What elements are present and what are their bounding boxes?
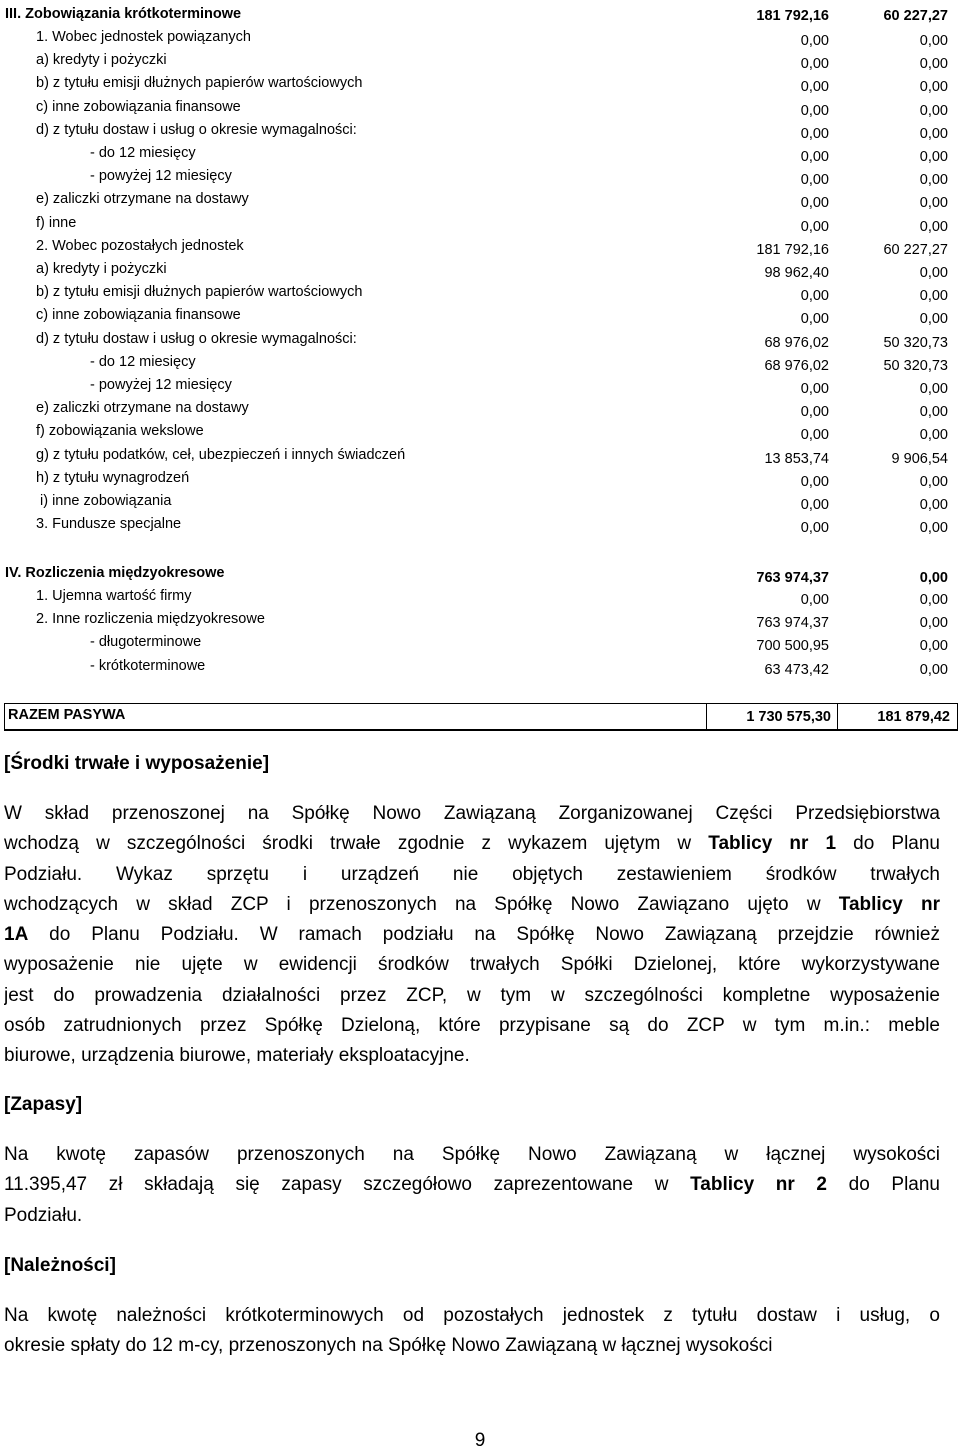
row-value-previous: 0,00 xyxy=(919,615,948,632)
paragraph-line: Podziału. Wykaz sprzętu i urządzeń nie objętych zestawieniem środków trwałych xyxy=(4,863,940,885)
table-row xyxy=(0,281,960,304)
row-label: a) kredyty i pożyczki xyxy=(36,52,167,69)
row-value-previous: 0,00 xyxy=(919,102,948,119)
row-label: g) z tytułu podatków, ceł, ubezpieczeń i innych świadczeń xyxy=(36,446,406,463)
row-label: b) z tytułu emisji dłużnych papierów wartościowych xyxy=(36,75,363,92)
row-value-previous: 0,00 xyxy=(919,404,948,421)
total-bottom-border xyxy=(4,729,958,731)
row-label: 3. Fundusze specjalne xyxy=(36,516,182,533)
row-value-current: 68 976,02 xyxy=(764,334,829,351)
row-label: c) inne zobowiązania finansowe xyxy=(36,307,241,324)
row-value-previous: 0,00 xyxy=(919,33,948,49)
row-value-current: 98 962,40 xyxy=(764,265,829,281)
row-value-previous: 0,00 xyxy=(919,56,948,73)
row-value-previous: 0,00 xyxy=(919,473,948,490)
row-value-current: 0,00 xyxy=(800,79,829,96)
paragraph-line: wyposażenie nie ujęte w ewidencji środków trwałych Spółki Dzielonej, które wykorzystywane xyxy=(4,954,940,976)
table-row xyxy=(0,585,960,608)
row-value-previous: 0,00 xyxy=(919,497,948,513)
row-value-previous: 9 906,54 xyxy=(891,450,948,467)
row-value-previous: 0,00 xyxy=(919,520,948,537)
total-label: RAZEM PASYWA xyxy=(8,707,126,723)
table-row xyxy=(0,631,960,654)
row-label: 2. Inne rozliczenia międzyokresowe xyxy=(36,611,265,628)
row-value-current: 0,00 xyxy=(800,218,829,235)
row-value-previous: 0,00 xyxy=(919,149,948,165)
table-row xyxy=(0,467,960,490)
row-value-current: 0,00 xyxy=(800,125,829,142)
zapasy-paragraph xyxy=(4,1140,940,1231)
total-value-current: 1 730 575,30 xyxy=(746,709,831,725)
row-value-current: 0,00 xyxy=(800,102,829,119)
table-row xyxy=(0,26,960,49)
paragraph-line: Na kwotę zapasów przenoszonych na Spółkę Nowo Zawiązaną w łącznej wysokości xyxy=(4,1144,940,1165)
row-value-current: 0,00 xyxy=(800,427,829,444)
row-label: - krótkoterminowe xyxy=(90,657,206,674)
section-3-title: III. Zobowiązania krótkoterminowe xyxy=(5,6,242,22)
table-row xyxy=(0,420,960,443)
row-value-current: 0,00 xyxy=(800,288,829,305)
paragraph-line: Na kwotę należności krótkoterminowych od pozostałych jednostek z tytułu dostaw i usług, o xyxy=(4,1305,940,1326)
row-value-current: 0,00 xyxy=(800,497,829,513)
paragraph-line: wchodzących w skład ZCP i przenoszonych na Spółkę Nowo Zawiązano ujęto w Tablicy nr xyxy=(4,893,940,915)
section-4-value-current: 763 974,37 xyxy=(756,570,829,586)
naleznosci-heading: [Należności] xyxy=(4,1255,116,1276)
row-value-current: 700 500,95 xyxy=(756,638,829,655)
table-row xyxy=(0,655,960,678)
section-4-header xyxy=(0,562,960,585)
table-row xyxy=(0,72,960,95)
row-value-current: 0,00 xyxy=(800,172,829,189)
section-3-value-current: 181 792,16 xyxy=(756,8,829,24)
row-value-previous: 0,00 xyxy=(919,125,948,142)
row-label: f) zobowiązania wekslowe xyxy=(36,423,204,440)
row-value-current: 13 853,74 xyxy=(764,450,829,467)
row-value-current: 763 974,37 xyxy=(756,615,829,632)
row-value-previous: 0,00 xyxy=(919,381,948,397)
row-value-current: 0,00 xyxy=(800,592,829,608)
paragraph-line: biurowe, urządzenia biurowe, materiały eksploatacyjne. xyxy=(4,1045,470,1067)
table-row xyxy=(0,513,960,536)
row-value-current: 0,00 xyxy=(800,311,829,328)
row-label: c) inne zobowiązania finansowe xyxy=(36,98,241,115)
row-label: a) kredyty i pożyczki xyxy=(36,261,167,277)
table-row xyxy=(0,397,960,420)
row-value-current: 68 976,02 xyxy=(764,357,829,374)
row-value-previous: 0,00 xyxy=(919,288,948,305)
paragraph-line: jest do prowadzenia działalności przez ZCP, w tym w szczególności kompletne wyposażenie xyxy=(4,984,940,1006)
row-label: e) zaliczki otrzymane na dostawy xyxy=(36,191,249,208)
paragraph-line: 11.395,47 zł składają się zapasy szczegółowo zaprezentowane w Tablicy nr 2 do Planu xyxy=(4,1174,940,1196)
srodki-paragraph xyxy=(4,799,940,1072)
row-label: - do 12 miesięcy xyxy=(90,353,196,370)
table-row xyxy=(0,490,960,513)
row-label: d) z tytułu dostaw i usług o okresie wymagalności: xyxy=(36,330,357,347)
row-value-current: 0,00 xyxy=(800,473,829,490)
row-label: - powyżej 12 miesięcy xyxy=(90,168,232,185)
row-value-current: 0,00 xyxy=(800,149,829,165)
row-value-current: 0,00 xyxy=(800,195,829,212)
table-row xyxy=(0,235,960,258)
row-value-current: 0,00 xyxy=(800,56,829,73)
row-label: e) zaliczki otrzymane na dostawy xyxy=(36,400,249,417)
table-row xyxy=(0,258,960,281)
table-row xyxy=(0,142,960,165)
row-value-previous: 0,00 xyxy=(919,265,948,281)
row-value-previous: 50 320,73 xyxy=(883,357,948,374)
row-value-previous: 0,00 xyxy=(919,172,948,189)
row-value-previous: 0,00 xyxy=(919,592,948,608)
srodki-heading: [Środki trwałe i wyposażenie] xyxy=(4,753,270,774)
table-row xyxy=(0,374,960,397)
page-number: 9 xyxy=(474,1430,486,1451)
row-label: 1. Wobec jednostek powiązanych xyxy=(36,29,251,45)
paragraph-line: wchodzą w szczególności środki trwałe zgodnie z wykazem ujętym w Tablicy nr 1 do Planu xyxy=(4,833,940,855)
table-row xyxy=(0,608,960,631)
row-label: b) z tytułu emisji dłużnych papierów wartościowych xyxy=(36,284,363,301)
paragraph-line: osób zatrudnionych przez Spółkę Dzieloną, które przypisane są do ZCP w tym m.in.: meble xyxy=(4,1015,940,1037)
row-value-previous: 0,00 xyxy=(919,638,948,655)
row-value-previous: 0,00 xyxy=(919,79,948,96)
section-4-title: IV. Rozliczenia międzyokresowe xyxy=(5,565,225,581)
table-row xyxy=(0,165,960,188)
total-row xyxy=(4,703,958,729)
row-label: h) z tytułu wynagrodzeń xyxy=(36,469,190,486)
table-row xyxy=(0,351,960,374)
paragraph-line: okresie spłaty do 12 m-cy, przenoszonych na Spółkę Nowo Zawiązaną w łącznej wysokości xyxy=(4,1335,773,1357)
naleznosci-paragraph xyxy=(4,1301,940,1362)
row-label: - powyżej 12 miesięcy xyxy=(90,377,232,393)
row-value-current: 0,00 xyxy=(800,520,829,537)
paragraph-line: 1A do Planu Podziału. W ramach podziału na Spółkę Nowo Zawiązaną przejdzie również xyxy=(4,924,940,946)
paragraph-line: Podziału. xyxy=(4,1204,83,1226)
row-value-current: 181 792,16 xyxy=(756,241,829,258)
row-value-current: 63 473,42 xyxy=(764,661,829,678)
row-label: 1. Ujemna wartość firmy xyxy=(36,588,192,604)
row-label: 2. Wobec pozostałych jednostek xyxy=(36,237,244,254)
row-value-previous: 0,00 xyxy=(919,427,948,444)
table-row xyxy=(0,444,960,467)
row-value-current: 0,00 xyxy=(800,381,829,397)
section-4-value-previous: 0,00 xyxy=(919,570,948,586)
row-label: d) z tytułu dostaw i usług o okresie wymagalności: xyxy=(36,121,357,138)
row-value-previous: 0,00 xyxy=(919,195,948,212)
row-label: i) inne zobowiązania xyxy=(40,493,172,509)
table-row xyxy=(0,304,960,327)
row-label: - do 12 miesięcy xyxy=(90,145,196,161)
table-row xyxy=(0,49,960,72)
row-label: f) inne xyxy=(36,214,77,231)
row-value-previous: 0,00 xyxy=(919,218,948,235)
section-3-header xyxy=(0,3,960,26)
row-value-previous: 50 320,73 xyxy=(883,334,948,351)
row-label: - długoterminowe xyxy=(90,634,202,651)
table-row xyxy=(0,328,960,351)
row-value-current: 0,00 xyxy=(800,33,829,49)
table-row xyxy=(0,212,960,235)
zapasy-heading: [Zapasy] xyxy=(4,1094,83,1115)
row-value-previous: 0,00 xyxy=(919,311,948,328)
total-value-previous: 181 879,42 xyxy=(877,709,950,725)
section-3-value-previous: 60 227,27 xyxy=(883,8,948,24)
row-value-previous: 60 227,27 xyxy=(883,241,948,258)
row-value-previous: 0,00 xyxy=(919,661,948,678)
table-row xyxy=(0,119,960,142)
paragraph-line: W skład przenoszonej na Spółkę Nowo Zawiązaną Zorganizowanej Części Przedsiębiorstwa xyxy=(4,803,940,824)
row-value-current: 0,00 xyxy=(800,404,829,421)
table-row xyxy=(0,96,960,119)
table-row xyxy=(0,188,960,211)
